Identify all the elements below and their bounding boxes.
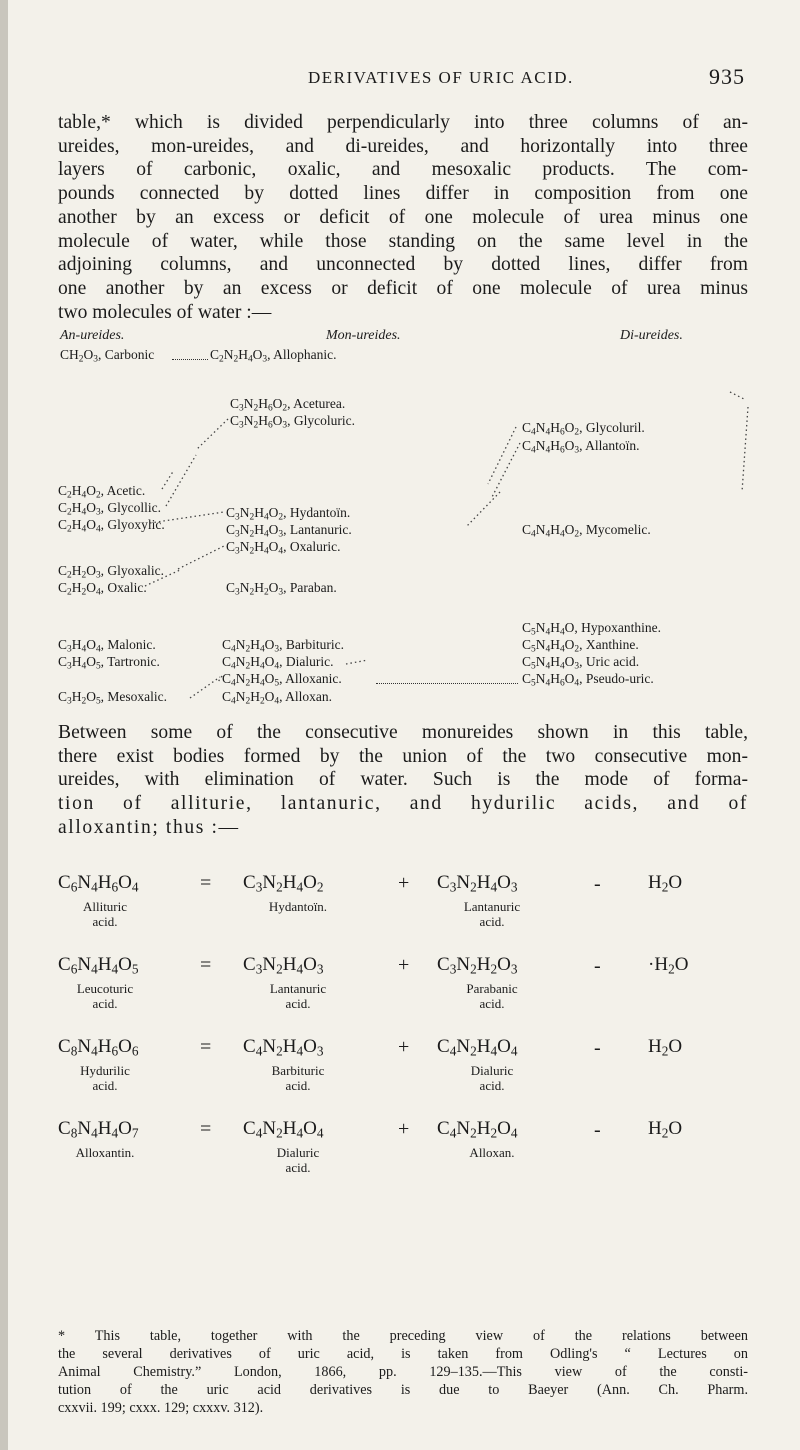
formula-uric-acid: $C_5N_4H_4O_3$, Uric acid. xyxy=(522,654,640,672)
text-line: Between some of the consecutive monureides shown in this table, xyxy=(58,722,748,743)
equation-product-formula: $C_8N_4H_6O_6$ xyxy=(58,1036,139,1059)
formula-carbonic: $CH_2O_3$, Carbonic xyxy=(60,347,155,365)
equation-reactant-label: Hydantoïn. xyxy=(268,899,328,914)
equation-product-label: Hydurilic acid. xyxy=(80,1063,130,1093)
middle-paragraph xyxy=(58,721,748,840)
dotted-link xyxy=(178,546,224,569)
equation-water-formula: $H_2O$ xyxy=(648,1036,683,1059)
formula-allantoin: $C_4N_4H_6O_3$, Allantoïn. xyxy=(522,438,640,456)
equation-reactant-label: Dialuric acid. xyxy=(276,1145,320,1175)
text-line: one another by an excess or deficit of one molecule of urea minus xyxy=(58,277,748,299)
text-line: molecule of water, while those standing on the same level in the xyxy=(58,230,748,252)
plus-sign: + xyxy=(398,954,410,976)
footnote-line: Animal Chemistry.” London, 1866, pp. 129–135.—This view of the consti- xyxy=(58,1364,748,1380)
equation-reactant-formula: $C_4N_2H_4O_4$ xyxy=(437,1036,518,1059)
text-line: adjoining columns, and unconnected by dotted lines, differ from xyxy=(58,254,748,276)
formula-lantanuric: $C_3N_2H_4O_3$, Lantanuric. xyxy=(226,522,352,540)
equation-reactant-label: Barbituric acid. xyxy=(271,1063,325,1093)
text-line: another by an excess or deficit of one molecule of urea minus one xyxy=(58,206,748,228)
dotted-link xyxy=(166,455,196,506)
text-line: table,* which is divided perpendicularly into three columns of an- xyxy=(58,112,748,133)
equation-product-formula: $C_8N_4H_4O_7$ xyxy=(58,1118,139,1141)
dotted-link xyxy=(730,392,746,400)
equation-reactant-formula: $C_3N_2H_4O_3$ xyxy=(437,872,518,895)
footnote-line: * This table, together with the preceding view of the relations between xyxy=(58,1328,748,1344)
equation-product-formula: $C_6N_4H_6O_4$ xyxy=(58,872,139,895)
formula-glycollic: $C_2H_4O_3$, Glycollic. xyxy=(58,500,162,518)
dotted-link xyxy=(150,512,224,523)
formula-barbituric: $C_4N_2H_4O_3$, Barbituric. xyxy=(222,637,344,655)
dotted-link xyxy=(346,660,368,664)
equation-reactant-formula: $C_3N_2H_4O_3$ xyxy=(243,954,324,977)
formula-dialuric: $C_4N_2H_4O_4$, Dialuric. xyxy=(222,654,334,672)
column-heading-di-ureides: Di-ureides. xyxy=(620,328,683,343)
text-line: two molecules of water :— xyxy=(58,301,272,323)
equation-reactant-label: Dialuric acid. xyxy=(470,1063,514,1093)
formula-pseudo-uric: $C_5N_4H_6O_4$, Pseudo-uric. xyxy=(522,671,654,689)
dotted-link xyxy=(742,407,748,492)
column-heading-an-ureides: An-ureides. xyxy=(60,328,125,343)
equation-product-formula: $C_6N_4H_4O_5$ xyxy=(58,954,139,977)
equation-water-formula: $H_2O$ xyxy=(648,872,683,895)
formula-glyoxalic: $C_2H_2O_3$, Glyoxalic. xyxy=(58,563,165,581)
minus-sign: - xyxy=(594,873,601,895)
equation-product-label: Leucoturic acid. xyxy=(76,981,134,1011)
equals-sign: = xyxy=(200,1036,212,1058)
equation-reactant-formula: $C_3N_2H_4O_2$ xyxy=(243,872,324,895)
dotted-link xyxy=(492,443,520,497)
plus-sign: + xyxy=(398,1036,410,1058)
equation-reactant-label: Lantanuric acid. xyxy=(463,899,521,929)
running-title: DERIVATIVES OF URIC ACID. xyxy=(308,68,574,87)
formula-glyoxylic: $C_2H_4O_4$, Glyoxylic. xyxy=(58,517,165,535)
minus-sign: - xyxy=(594,1037,601,1059)
footnote xyxy=(58,1327,748,1417)
formula-acetic: $C_2H_4O_2$, Acetic. xyxy=(58,483,146,501)
equals-sign: = xyxy=(200,872,212,894)
formula-aceturea: $C_3N_2H_6O_2$, Aceturea. xyxy=(230,396,346,414)
dotted-link xyxy=(466,492,500,527)
equation-water-formula: $\cdot H_2O$ xyxy=(648,954,689,977)
dotted-link xyxy=(145,570,180,586)
footnote-line: tution of the uric acid derivatives is due to Baeyer (Ann. Ch. Pharm. xyxy=(58,1382,748,1398)
equation-reactant-formula: $C_3N_2H_2O_3$ xyxy=(437,954,518,977)
equation-reactant-label: Parabanic acid. xyxy=(466,981,518,1011)
dotted-link xyxy=(190,677,220,698)
formula-malonic: $C_3H_4O_4$, Malonic. xyxy=(58,637,156,655)
equation-reactant-formula: $C_4N_2H_4O_4$ xyxy=(243,1118,324,1141)
equation-reactant-formula: $C_4N_2H_4O_3$ xyxy=(243,1036,324,1059)
plus-sign: + xyxy=(398,1118,410,1140)
formula-paraban: $C_3N_2H_2O_3$, Paraban. xyxy=(226,580,337,598)
dotted-link xyxy=(196,419,228,450)
minus-sign: - xyxy=(594,1119,601,1141)
equals-sign: = xyxy=(200,1118,212,1140)
dotted-link xyxy=(162,470,174,489)
equation-product-label: Alloxantin. xyxy=(75,1145,135,1160)
text-line: ureides, with elimination of water. Such is the mode of forma- xyxy=(58,769,748,791)
footnote-line: the several derivatives of uric acid, is taken from Odling's “ Lectures on xyxy=(58,1346,748,1362)
minus-sign: - xyxy=(594,955,601,977)
formula-hypoxanthine: $C_5N_4H_4O$, Hypoxanthine. xyxy=(522,620,662,638)
text-line: pounds connected by dotted lines differ in composition from one xyxy=(58,183,748,205)
equals-sign: = xyxy=(200,954,212,976)
equation-water-formula: $H_2O$ xyxy=(648,1118,683,1141)
formula-mycomelic: $C_4N_4H_4O_2$, Mycomelic. xyxy=(522,522,651,540)
text-line: layers of carbonic, oxalic, and mesoxalic products. The com- xyxy=(58,159,748,181)
column-heading-mon-ureides: Mon-ureides. xyxy=(326,328,401,343)
text-line: ureides, mon-ureides, and di-ureides, and horizontally into three xyxy=(58,135,748,157)
page-number: 935 xyxy=(709,64,745,89)
text-line: there exist bodies formed by the union of the two consecutive mon- xyxy=(58,745,748,767)
plus-sign: + xyxy=(398,872,410,894)
formula-mesoxalic: $C_3H_2O_5$, Mesoxalic. xyxy=(58,689,168,707)
formula-allophanic: $C_2N_2H_4O_3$, Allophanic. xyxy=(210,347,337,365)
text-line: tion of alliturie, lantanuric, and hydurilic acids, and of xyxy=(58,793,748,815)
footnote-line: cxxvii. 199; cxxx. 129; cxxxv. 312). xyxy=(58,1400,264,1416)
formula-alloxan: $C_4N_2H_2O_4$, Alloxan. xyxy=(222,689,333,707)
formula-glycoluric: $C_3N_2H_6O_3$, Glycoluric. xyxy=(230,413,355,431)
equation-reactant-formula: $C_4N_2H_2O_4$ xyxy=(437,1118,518,1141)
equation-reactant-label: Lantanuric acid. xyxy=(269,981,327,1011)
dotted-link xyxy=(488,427,516,484)
formula-alloxanic: $C_4N_2H_4O_5$, Alloxanic. xyxy=(222,671,342,689)
formula-glycoluril: $C_4N_4H_6O_2$, Glycoluril. xyxy=(522,420,645,438)
formula-tartronic: $C_3H_4O_5$, Tartronic. xyxy=(58,654,160,672)
formula-hydantoin: $C_3N_2H_4O_2$, Hydantoïn. xyxy=(226,505,351,523)
equation-reactant-label: Alloxan. xyxy=(469,1145,515,1160)
formula-oxalic: $C_2H_2O_4$, Oxalic. xyxy=(58,580,147,598)
formula-oxaluric: $C_3N_2H_4O_4$, Oxaluric. xyxy=(226,539,341,557)
formula-xanthine: $C_5N_4H_4O_2$, Xanthine. xyxy=(522,637,639,655)
text-line: alloxantin; thus :— xyxy=(58,816,240,838)
equation-product-label: Allituric acid. xyxy=(82,899,128,929)
dotted-link xyxy=(218,676,222,682)
